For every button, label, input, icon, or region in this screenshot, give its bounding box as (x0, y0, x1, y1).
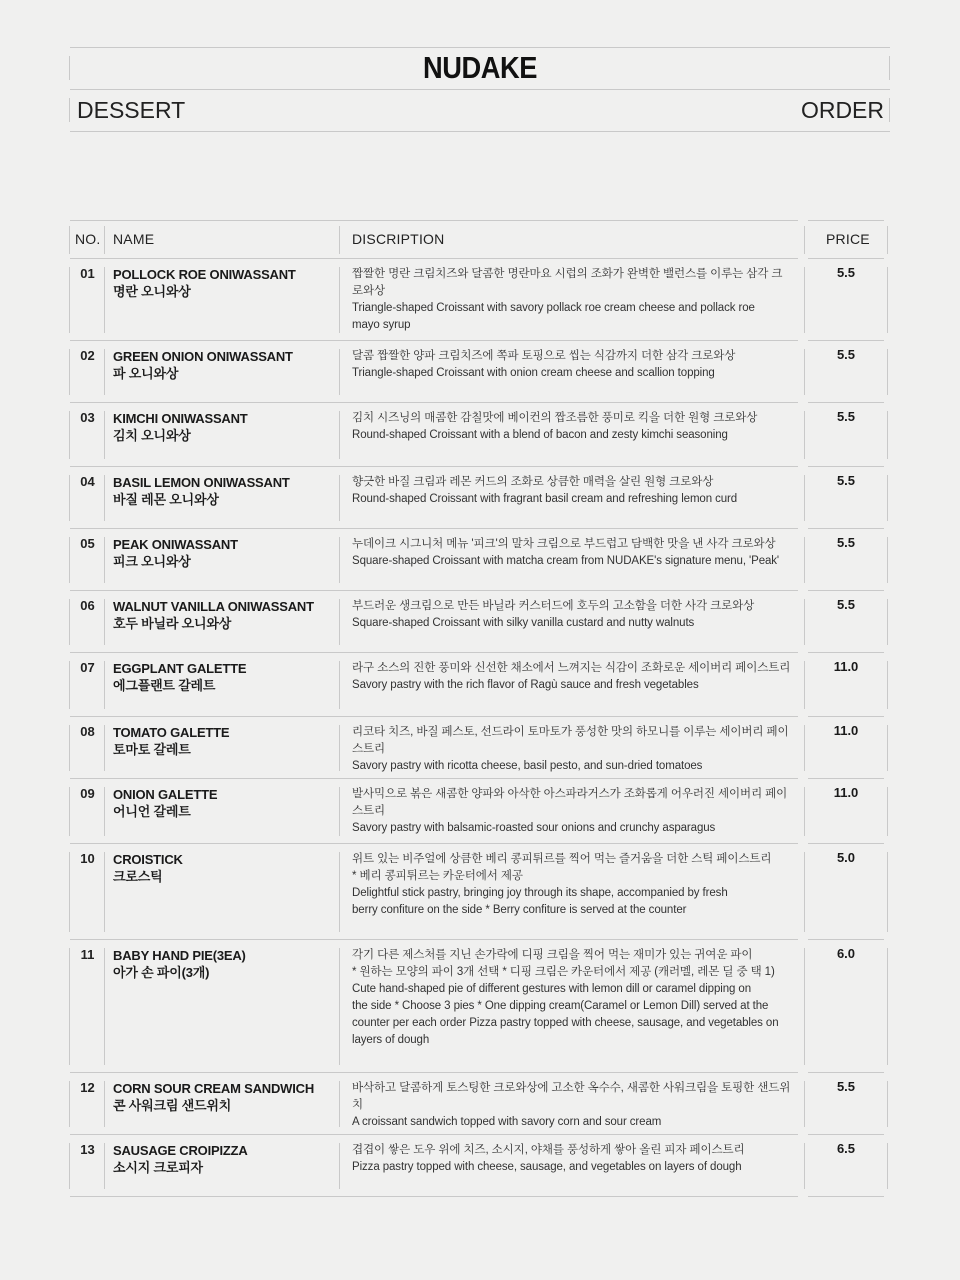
item-name-korean: 아가 손 파이(3개) (113, 965, 210, 980)
item-description (352, 1142, 792, 1176)
description-line: Triangle-shaped Croissant with onion cream cheese and scallion topping (352, 367, 715, 379)
col-divider (339, 1081, 340, 1127)
description-line: 발사믹으로 볶은 새콤한 양파와 아삭한 아스파라거스가 조화롭게 어우러진 세이버리 페이스트리 (352, 788, 788, 817)
col-divider (339, 411, 340, 459)
item-description (352, 851, 792, 919)
description-line: 라구 소스의 진한 풍미와 신선한 채소에서 느껴지는 식감이 조화로운 세이버리 페이스트리 (352, 662, 791, 674)
item-description (352, 598, 792, 632)
description-line: Round-shaped Croissant with fragrant basil cream and refreshing lemon curd (352, 493, 738, 505)
item-name-korean: 토마토 갈레트 (113, 742, 191, 757)
col-divider (69, 226, 70, 254)
description-line: Square-shaped Croissant with matcha cream from NUDAKE's signature menu, 'Peak' (352, 555, 780, 567)
item-price: 5.5 (836, 473, 856, 488)
menu-row (0, 529, 960, 590)
description-line: berry confiture on the side * Berry confiture is served at the counter (352, 904, 687, 916)
item-name (113, 474, 333, 508)
item-price: 5.5 (836, 265, 856, 280)
item-price: 5.5 (836, 1079, 856, 1094)
subheader-left-tick (69, 98, 70, 122)
item-name (113, 410, 333, 444)
col-divider (339, 787, 340, 836)
description-line: 각기 다른 제스처를 지닌 손가락에 디핑 크림을 찍어 먹는 재미가 있는 귀여운 파이 (352, 949, 753, 961)
description-line: 짭짤한 명란 크림치즈와 달콤한 명란마요 시럽의 조화가 완벽한 밸런스를 이루는 삼각 크로와상 (352, 268, 783, 297)
col-divider (104, 226, 105, 254)
item-description (352, 660, 792, 694)
col-divider (804, 226, 805, 254)
menu-row (0, 940, 960, 1072)
column-header-name: NAME (113, 231, 155, 247)
item-price: 5.5 (836, 347, 856, 362)
col-divider (339, 599, 340, 645)
col-divider (887, 537, 888, 583)
item-name-english: TOMATO GALETTE (113, 725, 230, 740)
item-number: 08 (80, 724, 95, 739)
item-name-korean: 콘 사워크림 샌드위치 (113, 1098, 232, 1113)
price-top-rule (808, 220, 884, 221)
item-number: 02 (80, 348, 95, 363)
description-line: Savory pastry with ricotta cheese, basil pesto, and sun-dried tomatoes (352, 760, 703, 772)
description-line: Pizza pastry topped with cheese, sausage, and vegetables on layers of dough (352, 1161, 742, 1173)
item-number: 07 (80, 660, 95, 675)
col-divider (887, 948, 888, 1065)
item-name-korean: 파 오니와상 (113, 366, 179, 381)
col-divider (804, 1081, 805, 1127)
column-header-no: NO. (75, 231, 101, 247)
menu-row (0, 591, 960, 652)
col-divider (339, 948, 340, 1065)
description-line: Savory pastry with the rich flavor of Ragù sauce and fresh vegetables (352, 679, 699, 691)
col-divider (804, 475, 805, 521)
description-line: counter per each order Pizza pastry topped with cheese, sausage, and vegetables on (352, 1017, 779, 1029)
col-divider (69, 948, 70, 1065)
item-number: 09 (80, 786, 95, 801)
description-line: mayo syrup (352, 319, 411, 331)
header-right-tick (889, 56, 890, 80)
item-name-korean: 에그플랜트 갈레트 (113, 678, 216, 693)
item-price: 5.5 (836, 409, 856, 424)
col-divider (887, 411, 888, 459)
col-divider (804, 787, 805, 836)
item-description (352, 786, 792, 837)
item-price: 11.0 (833, 659, 859, 674)
item-name (113, 598, 333, 632)
item-price: 5.5 (836, 535, 856, 550)
header-bottom-rule (70, 131, 890, 132)
header-left-tick (69, 56, 70, 80)
item-name-korean: 소시지 크로피자 (113, 1160, 203, 1175)
col-divider (804, 599, 805, 645)
item-name (113, 660, 333, 694)
item-price: 11.0 (833, 723, 859, 738)
section-label-dessert: DESSERT (77, 97, 186, 123)
item-name-english: WALNUT VANILLA ONIWASSANT (113, 599, 314, 614)
item-price: 11.0 (833, 785, 859, 800)
col-divider (804, 267, 805, 333)
header-top-rule (70, 47, 890, 48)
menu-row (0, 779, 960, 843)
col-divider (887, 725, 888, 771)
item-name-korean: 김치 오니와상 (113, 428, 191, 443)
description-line: Triangle-shaped Croissant with savory pollack roe cream cheese and pollack roe (352, 302, 755, 314)
row-bottom-rule (70, 1196, 798, 1197)
description-line: Cute hand-shaped pie of different gestures with lemon dill or caramel dipping on (352, 983, 752, 995)
description-line: 위트 있는 비주얼에 상큼한 베리 콩피튀르를 찍어 먹는 즐거움을 더한 스틱 페이스트리 (352, 853, 772, 865)
col-divider (804, 948, 805, 1065)
item-name (113, 1080, 333, 1114)
description-line: Square-shaped Croissant with silky vanilla custard and nutty walnuts (352, 617, 695, 629)
description-line: 누데이크 시그니처 메뉴 '피크'의 말차 크림으로 부드럽고 담백한 맛을 낸 사각 크로와상 (352, 538, 776, 550)
col-divider (339, 852, 340, 932)
col-divider (339, 661, 340, 709)
item-number: 06 (80, 598, 95, 613)
col-divider (339, 349, 340, 395)
item-name (113, 266, 333, 300)
description-line: 달콤 짭짤한 양파 크림치즈에 쪽파 토핑으로 씹는 식감까지 더한 삼각 크로와상 (352, 350, 736, 362)
price-bottom-rule (808, 1196, 884, 1197)
item-number: 10 (80, 851, 95, 866)
item-name-korean: 어니언 갈레트 (113, 804, 191, 819)
col-divider (887, 1143, 888, 1189)
menu-row (0, 653, 960, 716)
subheader-right-tick (889, 98, 890, 122)
menu-row (0, 717, 960, 778)
col-divider (887, 475, 888, 521)
col-divider (339, 226, 340, 254)
item-number: 01 (80, 266, 95, 281)
item-number: 13 (80, 1142, 95, 1157)
item-description (352, 1080, 792, 1131)
menu-row (0, 1073, 960, 1134)
item-price: 6.0 (836, 946, 856, 961)
col-divider (887, 226, 888, 254)
menu-row (0, 467, 960, 528)
col-divider (804, 1143, 805, 1189)
description-line: 부드러운 생크림으로 만든 바닐라 커스터드에 호두의 고소함을 더한 사각 크로와상 (352, 600, 755, 612)
description-line: the side * Choose 3 pies * One dipping cream(Caramel or Lemon Dill) served at the (352, 1000, 769, 1012)
menu-row (0, 403, 960, 466)
item-description (352, 410, 792, 444)
description-line: * 원하는 모양의 파이 3개 선택 * 디핑 크림은 카운터에서 제공 (캐러멜, 레몬 딜 중 택 1) (352, 966, 775, 978)
col-divider (804, 661, 805, 709)
menu-row (0, 341, 960, 402)
description-line: 향긋한 바질 크림과 레몬 커드의 조화로 상큼한 매력을 살린 원형 크로와상 (352, 476, 714, 488)
item-name (113, 724, 333, 758)
item-description (352, 266, 792, 334)
item-name-korean: 피크 오니와상 (113, 554, 191, 569)
item-name-korean: 바질 레몬 오니와상 (113, 492, 219, 507)
item-name-english: KIMCHI ONIWASSANT (113, 411, 248, 426)
item-price: 6.5 (836, 1141, 856, 1156)
col-divider (887, 661, 888, 709)
col-divider (887, 852, 888, 932)
col-divider (887, 267, 888, 333)
menu-row (0, 1135, 960, 1196)
item-description (352, 348, 792, 382)
table-top-rule (70, 220, 798, 221)
col-divider (804, 852, 805, 932)
item-description (352, 724, 792, 775)
col-divider (339, 267, 340, 333)
item-name (113, 786, 333, 820)
description-line: layers of dough (352, 1034, 430, 1046)
brand-title: NUDAKE (422, 50, 538, 85)
column-header-description: DISCRIPTION (352, 231, 445, 247)
description-line: 바삭하고 달콤하게 토스팅한 크로와상에 고소한 옥수수, 새콤한 사워크림을 토핑한 샌드위치 (352, 1082, 791, 1111)
col-divider (804, 349, 805, 395)
item-name-english: EGGPLANT GALETTE (113, 661, 247, 676)
col-divider (804, 411, 805, 459)
item-price: 5.0 (836, 850, 856, 865)
description-line: Savory pastry with balsamic-roasted sour onions and crunchy asparagus (352, 822, 716, 834)
item-name-english: SAUSAGE CROIPIZZA (113, 1143, 248, 1158)
item-name-english: CORN SOUR CREAM SANDWICH (113, 1081, 315, 1096)
col-divider (339, 475, 340, 521)
col-divider (339, 725, 340, 771)
item-number: 11 (80, 947, 95, 962)
description-line: A croissant sandwich topped with savory corn and sour cream (352, 1116, 662, 1128)
item-name-english: BASIL LEMON ONIWASSANT (113, 475, 290, 490)
description-line: * 베리 콩피튀르는 카운터에서 제공 (352, 870, 523, 882)
col-divider (887, 349, 888, 395)
item-name-english: GREEN ONION ONIWASSANT (113, 349, 293, 364)
section-label-order: ORDER (800, 97, 884, 123)
column-header-price: PRICE (826, 231, 870, 247)
col-divider (804, 537, 805, 583)
description-line: Delightful stick pastry, bringing joy through its shape, accompanied by fresh (352, 887, 728, 899)
col-divider (339, 1143, 340, 1189)
menu-row (0, 844, 960, 939)
col-divider (887, 787, 888, 836)
item-description (352, 947, 792, 1049)
col-divider (887, 1081, 888, 1127)
item-number: 04 (80, 474, 95, 489)
item-name-english: BABY HAND PIE(3EA) (113, 948, 246, 963)
item-name (113, 536, 333, 570)
col-divider (339, 537, 340, 583)
item-number: 03 (80, 410, 95, 425)
item-number: 05 (80, 536, 95, 551)
col-divider (804, 725, 805, 771)
item-name (113, 947, 333, 981)
item-name-english: CROISTICK (113, 852, 183, 867)
item-price: 5.5 (836, 597, 856, 612)
description-line: 겹겹이 쌓은 도우 위에 치즈, 소시지, 야채를 풍성하게 쌓아 올린 피자 페이스트리 (352, 1144, 745, 1156)
item-name-english: POLLOCK ROE ONIWASSANT (113, 267, 296, 282)
description-line: Round-shaped Croissant with a blend of bacon and zesty kimchi seasoning (352, 429, 728, 441)
item-name-english: ONION GALETTE (113, 787, 218, 802)
item-name (113, 851, 333, 885)
col-divider (104, 948, 105, 1065)
item-name-korean: 크로스틱 (113, 869, 163, 884)
header-middle-rule (70, 89, 890, 90)
item-name-korean: 호두 바닐라 오니와상 (113, 616, 232, 631)
item-name (113, 1142, 333, 1176)
description-line: 김치 시즈닝의 매콤한 감칠맛에 베이컨의 짭조름한 풍미로 킥을 더한 원형 크로와상 (352, 412, 758, 424)
item-description (352, 474, 792, 508)
item-number: 12 (80, 1080, 95, 1095)
item-description (352, 536, 792, 570)
description-line: 리코타 치즈, 바질 페스토, 선드라이 토마토가 풍성한 맛의 하모니를 이루는 세이버리 페이스트리 (352, 726, 789, 755)
item-name-english: PEAK ONIWASSANT (113, 537, 238, 552)
item-name-korean: 명란 오니와상 (113, 284, 191, 299)
col-divider (887, 599, 888, 645)
item-name (113, 348, 333, 382)
menu-row (0, 259, 960, 340)
